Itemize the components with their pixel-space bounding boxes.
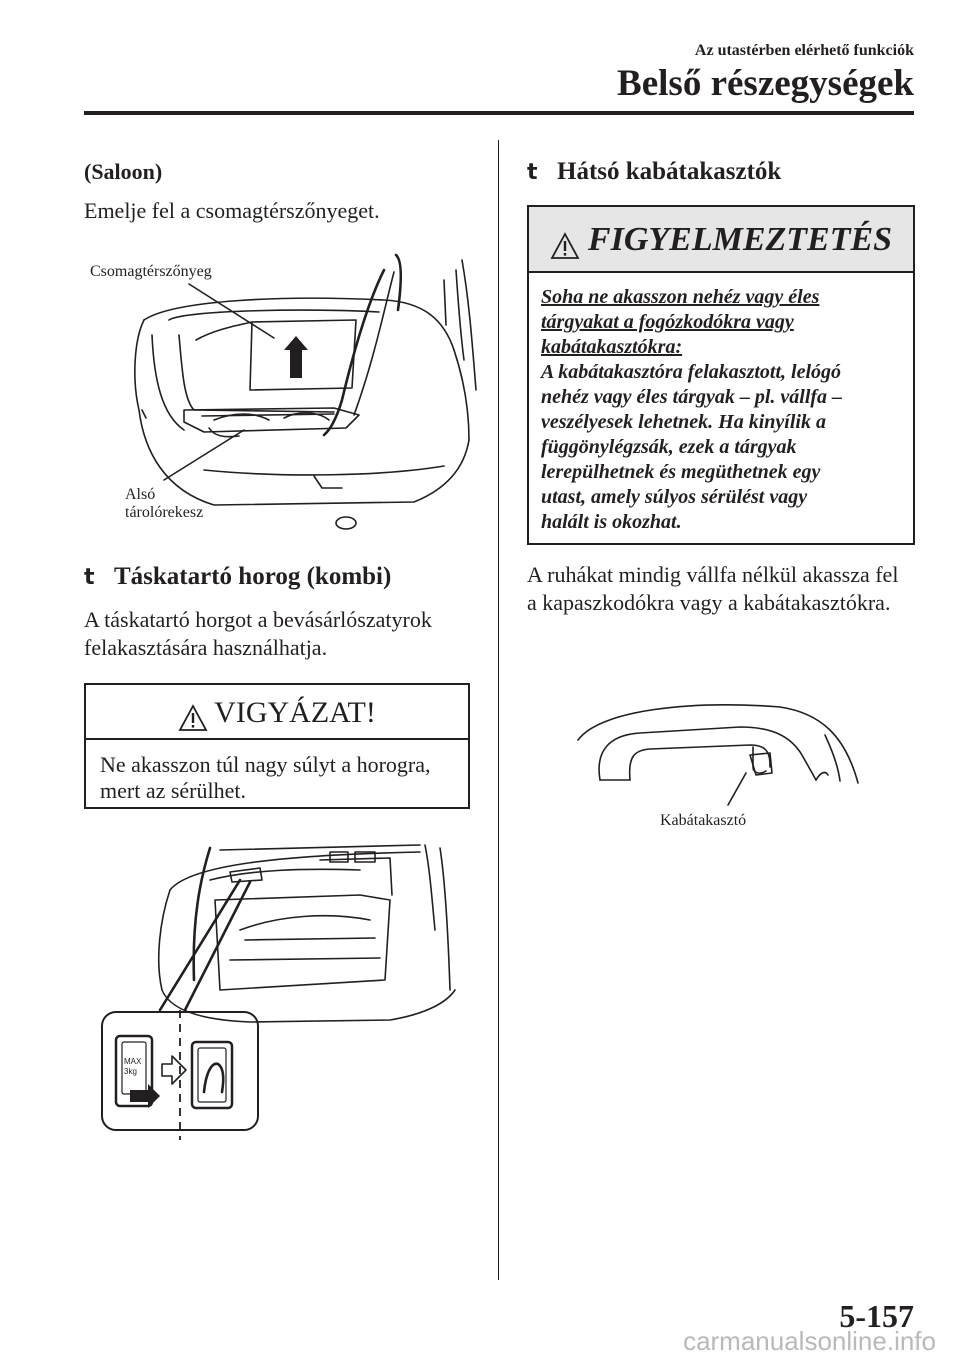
hook-max-text: MAX [124, 1057, 142, 1066]
caution-title: VIGYÁZAT! [214, 696, 376, 729]
warning-text-line: utast, amely súlyos sérülést vagy [541, 486, 808, 508]
warning-triangle-icon [178, 704, 208, 732]
warning-emphasis-line: kabátakasztókra: [541, 336, 683, 358]
warning-text-line: halált is okozhat. [541, 511, 682, 533]
coat-hook-label: Kabátakasztó [660, 812, 747, 829]
saloon-text: Emelje fel a csomagtérszőnyeget. [84, 198, 380, 223]
warning-text-line: lerepülhetnek és megüthetnek egy [541, 461, 821, 483]
caution-header [86, 685, 468, 740]
coat-hook-section-heading [527, 158, 781, 186]
warning-header [529, 207, 913, 273]
bag-hook-text-line2: felakasztására használhatja. [84, 635, 328, 660]
lower-storage-label-line1: Alsó [125, 486, 156, 503]
trunk-mat-label: Csomagtérszőnyeg [90, 263, 212, 280]
warning-title: FIGYELMEZTETÉS [587, 221, 893, 258]
caution-text-line1: Ne akasszon túl nagy súlyt a horogra, [100, 752, 431, 777]
lower-storage-label-line2: tárolórekesz [125, 504, 204, 521]
caution-box [84, 683, 470, 809]
warning-text-line: A kabátakasztóra felakasztott, lelógó [541, 361, 842, 383]
wagon-trunk-drawing [100, 840, 460, 1140]
caution-text-line2: mert az sérülhet. [100, 778, 246, 803]
bag-hook-section-title: Táskatartó horog (kombi) [114, 563, 392, 590]
saloon-heading: (Saloon) [84, 159, 163, 184]
header-subtitle: Az utastérben elérhető funkciók [694, 42, 914, 59]
warning-emphasis-line: Soha ne akasszon nehéz vagy éles [541, 286, 820, 308]
coat-hook-section-title: Hátsó kabátakasztók [557, 158, 782, 185]
wagon-trunk-figure [100, 840, 460, 1140]
warning-box [527, 205, 915, 545]
coat-hook-text-line2: a kapaszkodókra vagy a kabátakasztókra. [527, 590, 891, 615]
page-number: 5-157 [839, 1298, 914, 1334]
bag-hook-text-line1: A táskatartó horgot a bevásárlószatyrok [84, 607, 432, 632]
header-rule [84, 111, 914, 115]
section-marker-icon: t [84, 565, 95, 590]
warning-emphasis-line: tárgyakat a fogózkodókra vagy [541, 311, 794, 333]
hook-weight-text: 3kg [124, 1067, 137, 1076]
watermark: carmanualsonline.info [683, 1326, 936, 1356]
section-marker-icon: t [527, 160, 538, 185]
warning-text-line: nehéz vagy éles tárgyak – pl. vállfa – [541, 386, 843, 408]
column-divider [498, 140, 499, 1280]
coat-hook-text-line1: A ruhákat mindig vállfa nélkül akassza fel [527, 562, 899, 587]
page-title: Belső részegységek [617, 63, 914, 104]
bag-hook-section-heading [84, 563, 391, 591]
warning-text-line: veszélyesek lehetnek. Ha kinyílik a [541, 411, 826, 433]
warning-triangle-icon [550, 232, 580, 260]
warning-body [541, 285, 842, 535]
warning-text-line: függönylégzsák, ezek a tárgyak [541, 436, 797, 458]
